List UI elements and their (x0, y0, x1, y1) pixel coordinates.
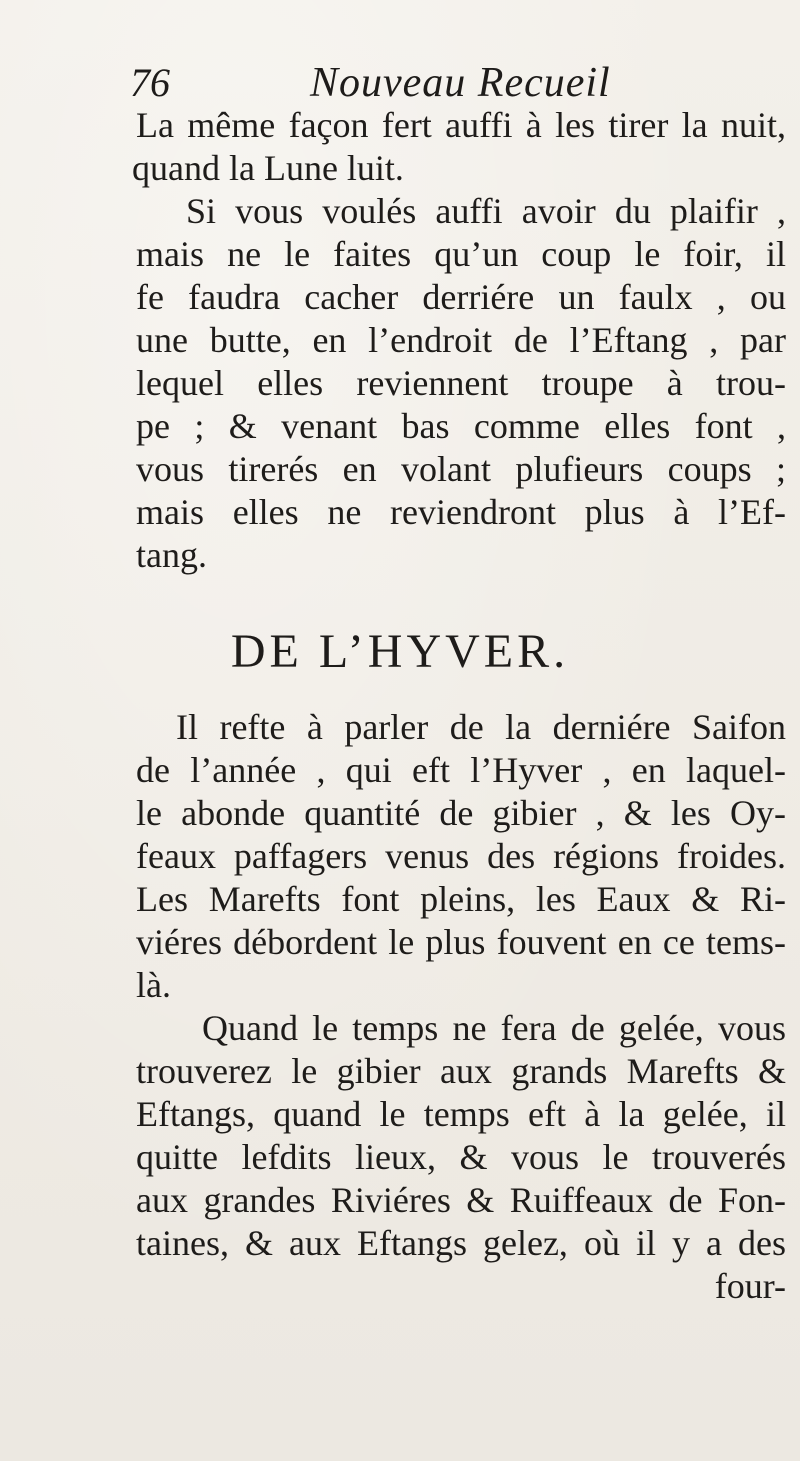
text-line: feaux paffagers venus des régions froides. (136, 836, 786, 876)
text-line: lequel elles reviennent troupe à trou- (136, 363, 786, 403)
text-line: Il refte à parler de la derniére Saifon (176, 707, 786, 747)
text-line: quand la Lune luit. (132, 148, 404, 188)
text-line: aux grandes Riviéres & Ruiffeaux de Fon- (136, 1180, 786, 1220)
text-line: Quand le temps ne fera de gelée, vous (202, 1008, 786, 1048)
text-line: Eftangs, quand le temps eft à la gelée, il (136, 1094, 786, 1134)
text-line: tang. (136, 535, 207, 575)
paragraph-3 (136, 1007, 786, 1308)
text-line: fe faudra cacher derriére un faulx , ou (136, 277, 786, 317)
text-line: le abonde quantité de gibier , & les Oy- (136, 793, 786, 833)
page-number: 76 (130, 60, 170, 105)
text-line: pe ; & venant bas comme elles font , (136, 406, 786, 446)
text-line: mais elles ne reviendront plus à l’Ef- (136, 492, 786, 532)
text-line: viéres débordent le plus fouvent en ce tems- (136, 922, 786, 962)
text-line: quitte lefdits lieux, & vous le trouverés (136, 1137, 786, 1177)
text-line: de l’année , qui eft l’Hyver , en laquel- (136, 750, 786, 790)
text-line: Si vous voulés auffi avoir du plaifir , (186, 191, 786, 231)
text-line: La même façon fert auffi à les tirer la nuit, (136, 105, 786, 145)
text-line: mais ne le faites qu’un coup le foir, il (136, 234, 786, 274)
text-line: Les Marefts font pleins, les Eaux & Ri- (136, 879, 786, 919)
page-header (130, 58, 770, 108)
text-line: une butte, en l’endroit de l’Eftang , par (136, 320, 786, 360)
text-line: taines, & aux Eftangs gelez, où il y a des (136, 1223, 786, 1263)
paragraph-2 (136, 706, 786, 1007)
text-line: là. (136, 965, 171, 1005)
section-heading: DE L’HYVER. (230, 625, 570, 678)
text-line: vous tirerés en volant plufieurs coups ; (136, 449, 786, 489)
paragraph-1 (132, 104, 786, 577)
running-title: Nouveau Recueil (310, 60, 611, 106)
text-line: trouverez le gibier aux grands Marefts & (136, 1051, 786, 1091)
catchword: four- (714, 1266, 786, 1306)
